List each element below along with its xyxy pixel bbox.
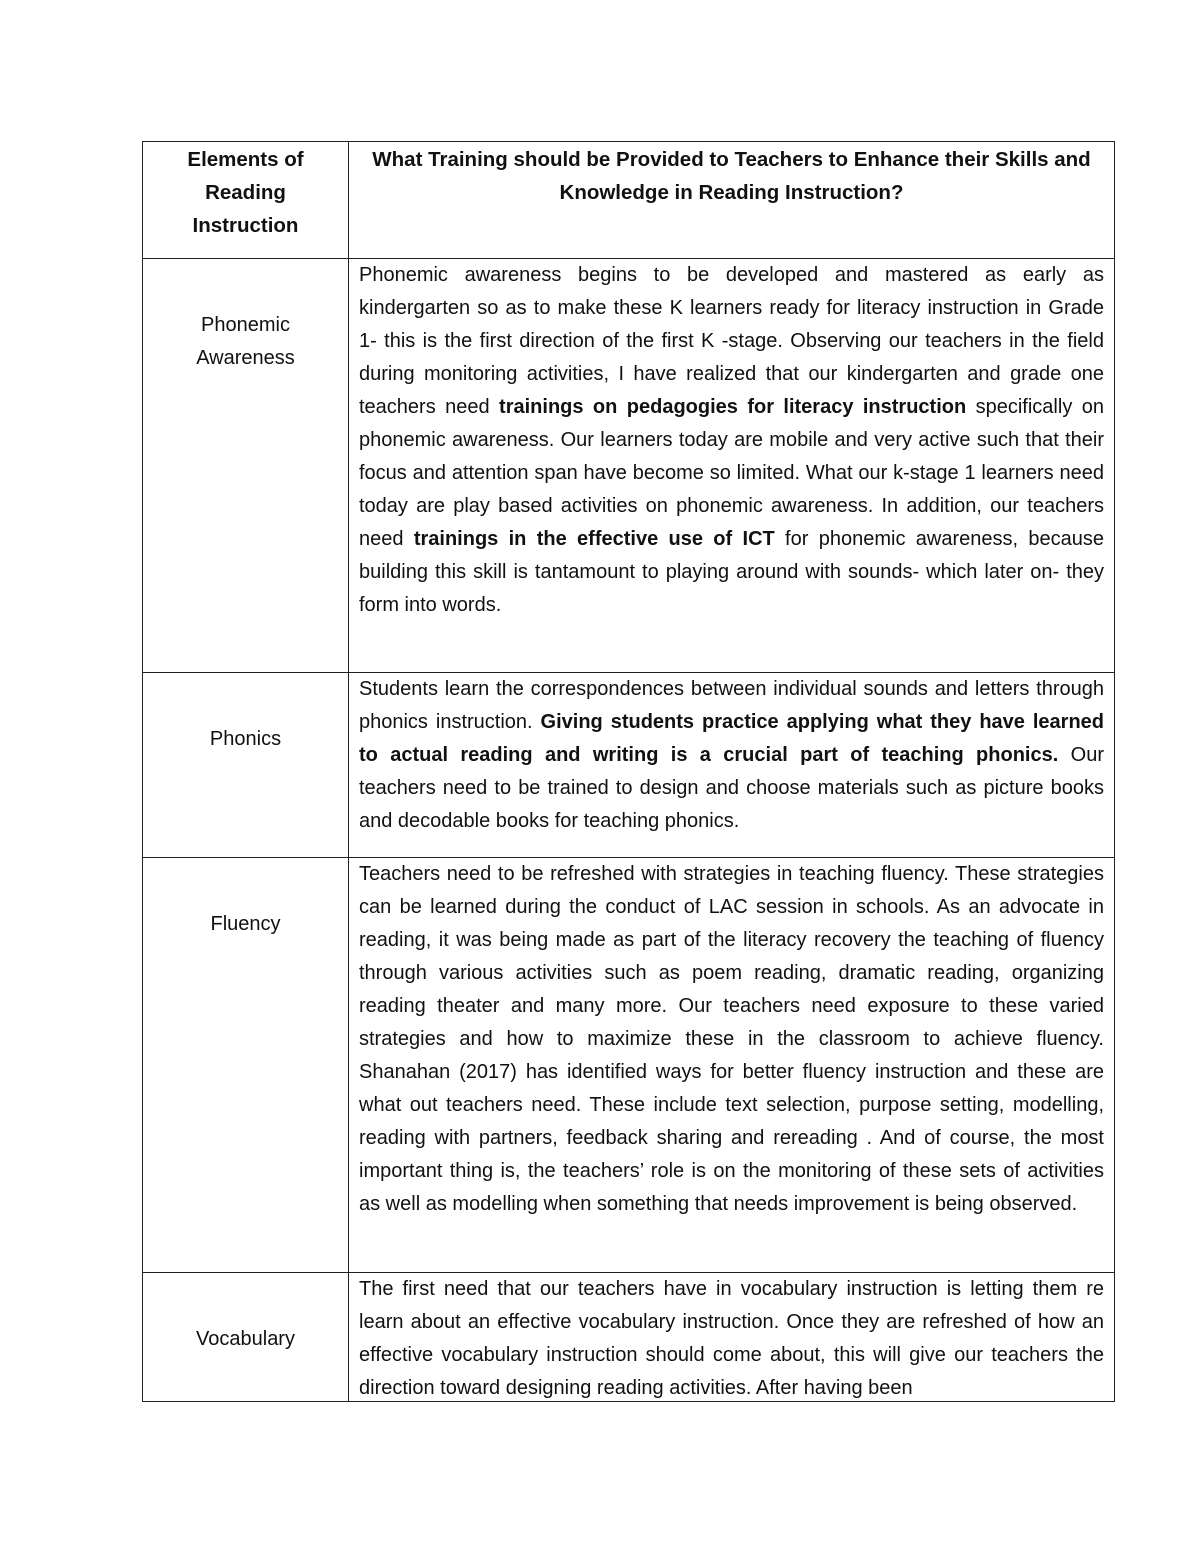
description-text: Phonemic awareness begins to be developed and mastered as early as kindergarten so as to make these K learners ready for literacy instruction in Grade 1- this is the first direction of the first K -stage. Observing our teachers in the field during monitoring activities, I have realized that our kindergarten and grade one teachers need trainings on pedagogies for literacy instruction specifically on phonemic awareness. Our learners today are mobile and very active such that their focus and attention span have become so limited. What our k-stage 1 learners need today are play based activities on phonemic awareness. In addition, our teachers need trainings in the effective use of ICT for phonemic awareness, because building this skill is tantamount to playing around with sounds- which later on- they form into words. xyxy=(359,264,1104,616)
element-label: Fluency xyxy=(210,913,281,935)
table-row-phonemic-awareness xyxy=(143,259,1115,673)
description-cell xyxy=(349,1273,1115,1402)
description-text: The first need that our teachers have in vocabulary instruction is letting them re learn about an effective vocabulary instruction. Once they are refreshed of how an effective vocabulary instruction should come about, this will give our teachers the direction toward designing reading activities. After having been xyxy=(359,1278,1104,1399)
description-cell xyxy=(349,673,1115,858)
table-row-phonics xyxy=(143,673,1115,858)
header-training-label: What Training should be Provided to Teachers to Enhance their Skills and Knowledge in Reading Instruction? xyxy=(372,148,1091,204)
reading-instruction-table xyxy=(142,141,1115,1402)
header-training-cell xyxy=(349,142,1115,259)
table-row-fluency xyxy=(143,858,1115,1273)
element-cell xyxy=(143,673,349,858)
element-label: Phonemic Awareness xyxy=(196,314,295,369)
description-text: Teachers need to be refreshed with strategies in teaching fluency. These strategies can be learned during the conduct of LAC session in schools. As an advocate in reading, it was being made as part of the literacy recovery the teaching of fluency through various activities such as poem reading, dramatic reading, organizing reading theater and many more. Our teachers need exposure to these varied strategies and how to maximize these in the classroom to achieve fluency. Shanahan (2017) has identified ways for better fluency instruction and these are what out teachers need. These include text selection, purpose setting, modelling, reading with partners, feedback sharing and rereading . And of course, the most important thing is, the teachers’ role is on the monitoring of these sets of activities as well as modelling when something that needs improvement is being observed. xyxy=(359,863,1104,1215)
element-cell xyxy=(143,858,349,1273)
description-text: Students learn the correspondences between individual sounds and letters through phonics instruction. Giving students practice applying what they have learned to actual reading and writing is a crucial part of teaching phonics. Our teachers need to be trained to design and choose materials such as picture books and decodable books for teaching phonics. xyxy=(359,678,1104,832)
table-row-vocabulary xyxy=(143,1273,1115,1402)
header-elements-label: Elements of Reading Instruction xyxy=(187,148,304,237)
description-cell xyxy=(349,858,1115,1273)
description-cell xyxy=(349,259,1115,673)
table-header-row xyxy=(143,142,1115,259)
element-label: Vocabulary xyxy=(196,1328,295,1350)
element-label: Phonics xyxy=(209,728,282,750)
header-elements-cell xyxy=(143,142,349,259)
element-cell xyxy=(143,259,349,673)
element-cell xyxy=(143,1273,349,1402)
